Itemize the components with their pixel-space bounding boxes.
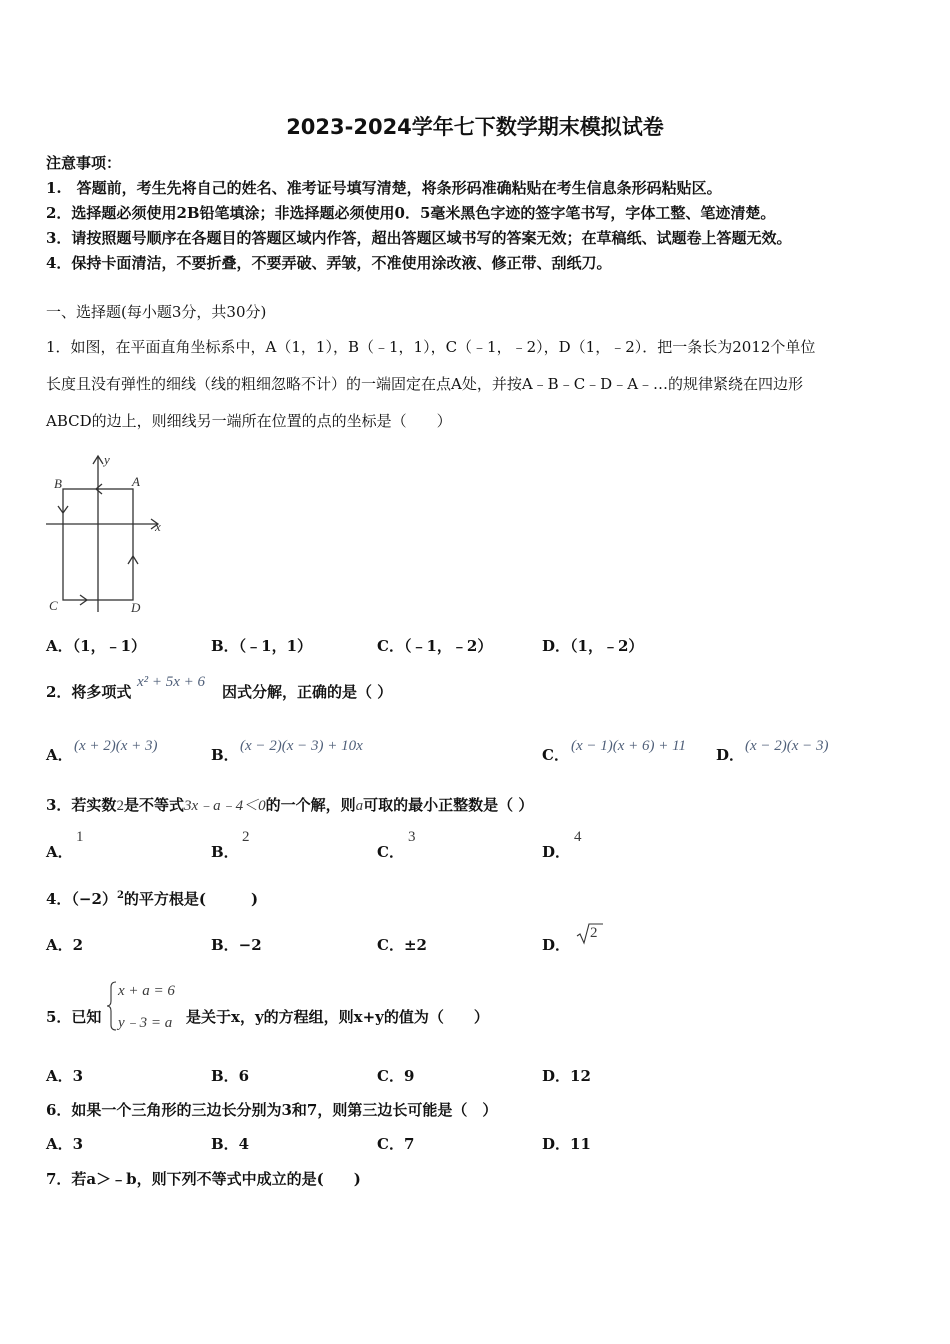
q1-option-b[interactable]: B．（﹣1，1） <box>211 637 313 655</box>
point-c-label: C <box>49 598 58 613</box>
q2-option-a[interactable]: (x + 2)(x + 3) <box>74 738 158 754</box>
q2-suffix: 因式分解，正确的是（ ） <box>222 683 393 701</box>
point-b-label: B <box>54 476 62 491</box>
q3-option-c-label[interactable]: C． <box>377 843 404 861</box>
q2-option-b[interactable]: (x − 2)(x − 3) + 10x <box>240 738 363 754</box>
q1-line1: 1．如图，在平面直角坐标系中，A（1，1），B（﹣1，1），C（﹣1，﹣2），D（1，﹣2）．把一条长为2012个单位 <box>46 338 816 356</box>
q5-equation-2: y﹣3 = a <box>118 1015 173 1031</box>
q2-expression: x² + 5x + 6 <box>137 674 206 690</box>
q1-line3: ABCD的边上，则细线另一端所在位置的点的坐标是（ ） <box>46 412 452 430</box>
q4-suffix: 的平方根是( ) <box>123 890 259 908</box>
system-brace-icon <box>106 981 118 1031</box>
point-d-label: D <box>131 600 141 615</box>
q4-sqrt-argument: 2 <box>590 925 598 941</box>
section-heading: 一、选择题(每小题3分，共30分) <box>46 303 267 321</box>
q3-prefix: 3．若实数 <box>46 796 117 814</box>
q1-line2: 长度且没有弹性的细线（线的粗细忽略不计）的一端固定在点A处，并按A﹣B﹣C﹣D﹣A﹣…的规律紧绕在四边形 <box>46 375 804 393</box>
q4-exponent: 2 <box>116 890 124 901</box>
notice-item: 3．请按照题号顺序在各题目的答题区域内作答，超出答题区域书写的答案无效；在草稿纸、试题卷上答题无效。 <box>46 229 792 247</box>
q2-option-d[interactable]: (x − 2)(x − 3) <box>745 738 829 754</box>
q5-option-c[interactable]: C．9 <box>377 1067 415 1085</box>
q5-prefix: 5．已知 <box>46 1008 102 1026</box>
q3-mid: 是不等式 <box>123 796 184 814</box>
q7-question: 7．若a＞﹣b，则下列不等式中成立的是( ) <box>46 1170 361 1188</box>
page-title: 2023-2024学年七下数学期末模拟试卷 <box>286 115 664 139</box>
q4-option-b[interactable]: B．−2 <box>211 936 262 954</box>
notice-item: 4．保持卡面清洁，不要折叠，不要弄破、弄皱，不准使用涂改液、修正带、刮纸刀。 <box>46 254 612 272</box>
q1-option-c[interactable]: C．（﹣1，﹣2） <box>377 637 493 655</box>
q1-figure <box>40 452 170 620</box>
q1-option-a[interactable]: A．（1，﹣1） <box>46 637 147 655</box>
x-axis-label: x <box>155 519 161 534</box>
q3-variable: a <box>355 798 364 814</box>
q3-option-d[interactable]: 4 <box>574 829 582 845</box>
q6-option-a[interactable]: A．3 <box>46 1135 84 1153</box>
y-axis-label: y <box>104 452 110 467</box>
q3-suffix: 可取的最小正整数是（ ） <box>363 796 534 814</box>
q4-option-a[interactable]: A．2 <box>46 936 84 954</box>
q3-option-d-label[interactable]: D． <box>542 843 571 861</box>
q5-equation-1: x + a = 6 <box>118 983 175 999</box>
q2-option-c-label[interactable]: C． <box>542 746 569 764</box>
q2-option-d-label[interactable]: D． <box>716 746 745 764</box>
q5-option-b[interactable]: B．6 <box>211 1067 250 1085</box>
q6-question: 6．如果一个三角形的三边长分别为3和7，则第三边长可能是（ ） <box>46 1101 498 1119</box>
notice-heading: 注意事项： <box>46 154 122 172</box>
q1-option-d[interactable]: D．（1，﹣2） <box>542 637 644 655</box>
q3-option-a-label[interactable]: A． <box>46 843 73 861</box>
q2-option-c[interactable]: (x − 1)(x + 6) + 11 <box>571 738 687 754</box>
q4-question <box>46 888 258 909</box>
q4-option-c[interactable]: C．±2 <box>377 936 427 954</box>
q6-option-c[interactable]: C．7 <box>377 1135 415 1153</box>
q2-prefix: 2．将多项式 <box>46 683 132 701</box>
q5-option-a[interactable]: A．3 <box>46 1067 84 1085</box>
q4-option-d[interactable]: D． <box>542 936 571 954</box>
q3-number: 2 <box>116 798 124 814</box>
q3-option-c[interactable]: 3 <box>408 829 416 845</box>
q3-option-a[interactable]: 1 <box>76 829 84 845</box>
notice-item: 1. 答题前，考生先将自己的姓名、准考证号填写清楚，将条形码准确粘贴在考生信息条形码粘贴区。 <box>46 179 722 197</box>
q5-suffix: 是关于x，y的方程组，则x+y的值为（ ） <box>186 1008 489 1026</box>
q4-prefix: 4．（−2） <box>46 890 117 908</box>
point-a-label: A <box>132 474 140 489</box>
q3-mid2: 的一个解，则 <box>265 796 356 814</box>
q2-option-a-label[interactable]: A． <box>46 746 73 764</box>
q3-inequality: 3x﹣a﹣4＜0 <box>183 798 266 814</box>
q5-option-d[interactable]: D．12 <box>542 1067 591 1085</box>
q6-option-d[interactable]: D．11 <box>542 1135 591 1153</box>
notice-item: 2．选择题必须使用2B铅笔填涂；非选择题必须使用0．5毫米黑色字迹的签字笔书写，字体工整、笔迹清楚。 <box>46 204 776 222</box>
q6-option-b[interactable]: B．4 <box>211 1135 250 1153</box>
q3-option-b[interactable]: 2 <box>242 829 250 845</box>
q3-option-b-label[interactable]: B． <box>211 843 239 861</box>
q2-option-b-label[interactable]: B． <box>211 746 239 764</box>
